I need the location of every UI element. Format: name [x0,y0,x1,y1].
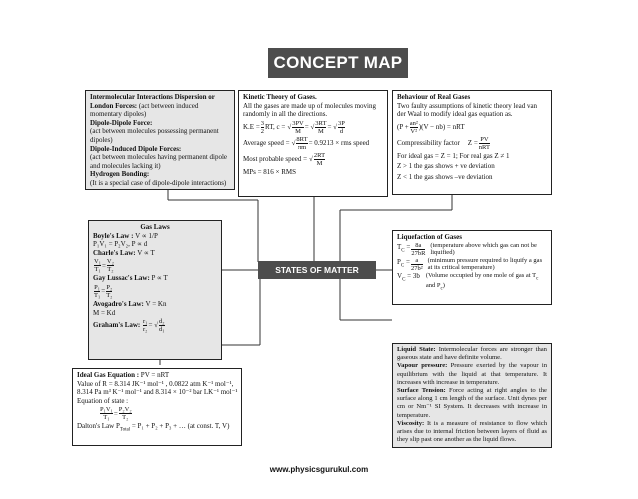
ke-num: 3 [260,119,265,127]
vc-text-sub2: c [440,286,443,292]
surface-tension-text: Force acting at right angles to the surface along 1 cm length of the surface. Unit dynes per cm or Nm⁻¹ SI System. It decreases with increase in temperature. [397,387,547,419]
charle-d1: T₁ [94,266,101,274]
kinetic-heading: Kinetic Theory of Gases. [243,93,317,101]
intermolecular-text: (act between induced momentary dipoles) [90,101,199,119]
intermolecular-box [85,90,235,190]
vc-text-b: and P [425,282,441,290]
kinetic-theory-box [238,90,388,197]
charle-equation: $\frac{\text{V₁}}{\text{T₁}}$ = $\frac{\text{V₂}}{\text{T₂}}$ [94,258,114,274]
liquid-state-heading: Liquid State: [397,346,436,353]
kinetic-text: All the gases are made up of molecules moving randomly in all the directions. [243,101,376,119]
dipole-dipole-heading: Dipole-Dipole Force: [90,118,153,127]
cf-z: Z = [467,138,478,147]
pc-num: a [411,257,423,265]
liquid-state-text: Intermolecular forces are stronger than gaseous state and have definite volume. [397,346,547,362]
vc-text-c: ) [442,282,445,290]
graham-n2: d₂ [158,318,165,326]
real-gas-line2: Z > 1 the gas shows + ve deviation [397,162,495,171]
avogadro-label: Avogadro's Law: [93,299,144,308]
boyle-text: V ∝ 1/P [135,231,158,240]
r-values-line1: Value of R = 8.314 JK⁻¹ mol⁻¹ , 0.0822 atm K⁻¹ mol⁻¹, [77,379,234,388]
rms-frac3-num: 3P [338,119,345,127]
intermolecular-heading: Intermolecular Interactions Dispersion or London Forces: [90,93,215,110]
tc-text: (temperature above which gas can not be liquified) [430,241,537,257]
real-gases-box [392,90,552,195]
mp-den: M [316,159,323,167]
viscosity-text: It is a measure of resistance to flow which arises due to internal friction between layers of fluid as they slip past one another as the liquid flows. [397,419,548,444]
equation-of-state: $\frac{\text{P₁V₁}}{\text{T₁}}$ = $\frac{\text{P₂V₂}}{\text{T₂}}$ [100,406,132,422]
pc-text: (minimum pressure required to liquify a gas at its critical temperature) [427,256,543,272]
dipole-dipole-text: (act between molecules possessing permanent dipoles) [90,127,219,144]
gay-lussac-label: Gay Lussac's Law: [93,274,150,283]
ideal-gas-box [72,368,242,446]
avg-tail: = 0.9213 × rms speed [308,138,370,147]
gay-lussac-equation: $\frac{\text{P₁}}{\text{T₁}}$ = $\frac{\text{P₂}}{\text{T₂}}$ [94,283,113,299]
gay-n1: P₁ [94,283,101,291]
dalton-text: = P₁ + P₂ + P₃ + … (at const. T, V) [131,422,230,431]
gas-laws-heading: Gas Laws [140,223,170,231]
states-of-matter-node: STATES OF MATTER [258,261,376,279]
charle-n1: V₁ [94,258,101,266]
pc-row: $P_C$ = $\frac{a}{\text{27b²}}$ (minimum pressure required to liquify a gas at its critical temperature) [397,257,547,272]
ke-prefix: K.E = [243,122,260,131]
avogadro-text: V = Kn [145,299,167,308]
page-title: CONCEPT MAP [268,48,408,78]
dalton-sub: Total [119,427,131,433]
tc-sub: C [401,247,405,253]
graham-d2: d₁ [158,326,165,334]
avogadro-equation: M = Kd [93,308,116,317]
ideal-gas-heading: Ideal Gas Equation : [77,371,140,379]
dalton-label: Dalton's Law P [77,422,120,431]
state-n1: P₁V₁ [100,406,113,414]
real-gas-line3: Z < 1 the gas shows –ve deviation [397,172,493,181]
pc-den: 27b² [410,264,423,272]
vapour-pressure-text: Pressure exerted by the vapour in equilibrium with the liquid at that temperature. It increases with increase in temperature. [397,362,547,386]
gay-d2: T₂ [106,291,113,299]
vdw-a: P + [399,122,409,131]
van-der-waals-equation: ( P + $\frac{\text{an²}}{\text{V²}}$ ) (V − nb) = nRT [397,119,465,135]
ke-mid: RT, c = [265,122,286,131]
gay-n2: P₂ [106,283,113,291]
compressibility-equation [397,136,547,151]
footer-url: www.physicsgurukul.com [269,465,369,474]
viscosity-heading: Viscosity: [397,419,425,427]
avg-num: 8RT [296,135,308,143]
vc-row [397,272,547,294]
surface-tension-heading: Surface Tension: [397,387,446,395]
rms-frac2-num: 3RT [315,119,327,127]
charle-text: V ∝ T [137,248,155,257]
tc-row: $T_C$ = $\frac{8a}{27bR}$ (temperature above which gas can not be liquified) [397,242,547,257]
ke-equation: K.E = $\frac{3}{2}$ RT, c = √ $\frac{3PV}{M}$ = √ $\frac{3RT}{M}$ = √ $\frac{3P}{d}$ [243,119,345,135]
vdw-den: V² [410,127,418,135]
liquefaction-box [392,230,552,305]
state-d1: T₁ [103,414,110,422]
equation-of-state-label: Equation of state : [77,396,129,405]
dipole-induced-heading: Dipole-Induced Dipole Forces: [90,144,182,153]
dipole-induced-text: (act between molecules having permanent dipole and molecules lacking it) [90,153,228,170]
boyle-equation: P₁V₁ = P₂V₂, P ∝ d [93,240,148,249]
rms-frac1-num: 3PV [292,119,304,127]
hydrogen-bonding-text: (It is a special case of dipole-dipole interactions) [90,178,227,187]
pc-sub: C [400,262,405,268]
hydrogen-bonding-heading: Hydrogen Bonding: [90,170,150,179]
graham-label: Graham's Law: [93,321,141,330]
ke-den: 2 [260,127,265,135]
dalton-law [77,422,237,435]
vc-eq: = 3b [407,271,420,280]
real-gases-heading: Behaviour of Real Gases [397,93,471,101]
most-probable-equation: Most probable speed = √ $\frac{2RT}{M}$ [243,151,326,167]
r-values-line2: 8.314 Pa m³ K⁻¹ mol⁻¹ and 8.314 × 10⁻² bar LK⁻¹ mol⁻¹ [77,388,238,397]
vapour-pressure-heading: Vapour pressure: [397,362,448,370]
vdw-b: (V − nb) = nRT [421,122,465,131]
tc-num: 8a [411,242,425,250]
tc-den: 27bR [411,249,426,257]
mps-relation: MPs = 816 × RMS [243,167,297,176]
boyle-label: Boyle's Law : [93,231,134,240]
graham-d1: r₂ [143,326,148,334]
state-n2: P₂V₂ [118,406,132,414]
cf-num: PV [480,135,489,143]
vc-text [426,272,547,294]
avg-label: Average speed = [243,138,290,147]
gay-lussac-text: P ∝ T [151,274,168,283]
graham-equation: Graham's Law: $\frac{\text{r₁}}{\text{r₂}}$ = √ $\frac{\text{d₂}}{\text{d₁}}$ [93,318,165,334]
charle-label: Charle's Law: [93,248,136,257]
charle-d2: T₂ [107,266,114,274]
real-gas-line1: For ideal gas = Z = 1; For real gas Z ≠ 1 [397,151,510,160]
rms-frac2-den: M [317,127,324,135]
vc-symbol: V [397,271,403,280]
real-gases-text: Two faulty assumptions of kinetic theory lead van der Waal to modify ideal gas equation as. [397,101,538,119]
cf-label: Compressibility factor [397,138,460,147]
rms-frac1-den: M [295,127,301,135]
charle-n2: V₂ [106,258,114,266]
vdw-num: an² [409,119,418,127]
ideal-gas-equation: PV = nRT [140,371,170,379]
rms-frac3-den: d [339,127,344,135]
graham-n1: r₁ [143,318,148,326]
liquefaction-heading: Liquefaction of Gases [397,233,462,241]
pc-symbol: P [397,257,401,266]
tc-symbol: T [397,242,402,251]
vc-text-a: (Volume occupied by one mole of gas at T [425,271,537,279]
cf-den: nRT [478,143,490,151]
mp-num: 2RT [313,151,326,159]
vc-text-sub1: c [536,275,539,281]
avg-den: πm [297,143,307,151]
gas-laws-box [88,220,222,360]
vc-sub: C [402,276,406,282]
state-d2: T₂ [122,414,129,422]
mp-label: Most probable speed = [243,154,308,163]
gay-d1: T₁ [94,291,101,299]
liquid-state-box [392,343,552,448]
average-speed-equation: Average speed = √ $\frac{8RT}{\pi m}$ = 0.9213 × rms speed [243,135,370,151]
